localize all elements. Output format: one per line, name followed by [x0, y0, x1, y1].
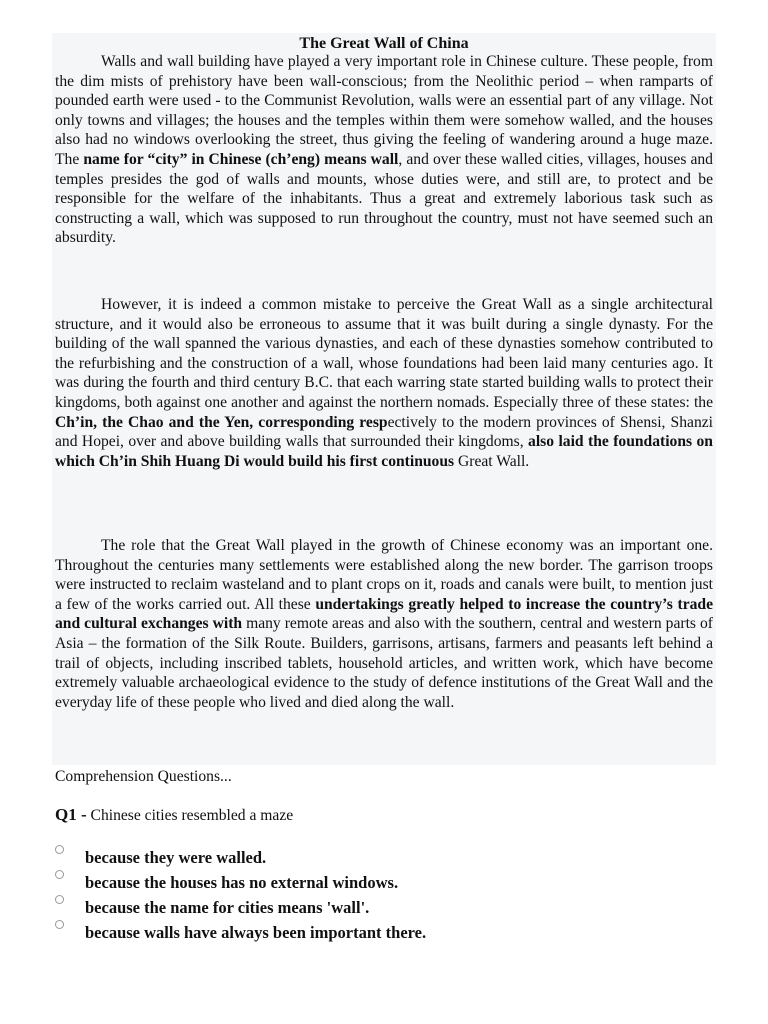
option-label: because the name for cities means 'wall'. [85, 898, 370, 917]
bold-segment: name for “city” in Chinese (ch’eng) means wall [83, 150, 399, 168]
answer-option-4[interactable] [55, 923, 426, 943]
question-1 [55, 805, 293, 826]
radio-button[interactable] [55, 870, 64, 879]
paragraph-2 [55, 295, 713, 471]
questions-heading: Comprehension Questions... [55, 768, 232, 785]
option-label: because they were walled. [85, 848, 267, 867]
document-title: The Great Wall of China [299, 35, 469, 52]
text-segment: , and over these walled cities, villages, houses and temples presides the god of walls and mounts, whose duties were, and still are, to protect and be responsible for the welfare of the inhabitants. Thus a great and extremely laborious task such as constructing a wall, which was supposed to run throughout the country, must not have seemed such an absurdity. [55, 150, 713, 247]
answer-option-3[interactable] [55, 898, 369, 918]
text-segment: The role that the Great Wall played in the growth of Chinese economy was an important one. Throughout the centuries many settlements were established along the new border. The garrison troops were instructed to reclaim wasteland and to plant crops on it, roads and canals were built, to mention just a few of the works carried out. All these [55, 537, 713, 613]
text-segment: many remote areas and also with the southern, central and western parts of Asia – the formation of the Silk Route. Builders, garrisons, artisans, farmers and peasants left behind a trail of objects, including inscribed tablets, household articles, and written work, which have become extremely valuable archaeological evidence to the study of defence institutions of the Great Wall and the everyday life of these people who lived and died along the wall. [55, 615, 713, 711]
question-prompt: Chinese cities resembled a maze [90, 807, 294, 824]
answer-option-1[interactable] [55, 848, 266, 868]
bold-segment: undertakings greatly helped to increase the country’s trade and cultural exchanges with [55, 595, 714, 633]
paragraph-3 [55, 536, 713, 712]
text-segment: Walls and wall building have played a very important role in Chinese culture. These people, from the dim mists of prehistory have been wall-conscious; from the Neolithic period – when ramparts of pounded earth were used - to the Communist Revolution, walls were an essential part of any village. Not only towns and villages; the houses and the temples within them were somehow walled, and the houses also had no windows overlooking the street, thus giving the feeling of wandering around a huge maze. The [55, 53, 713, 168]
answer-option-2[interactable] [55, 873, 398, 893]
option-label: because the houses has no external windows. [85, 873, 399, 892]
paragraph-1 [55, 52, 713, 248]
text-segment: However, it is indeed a common mistake to perceive the Great Wall as a single architectural structure, and it would also be erroneous to assume that it was built during a single dynasty. For the building of the wall spanned the various dynasties, and each of these dynasties somehow contributed to the refurbishing and the construction of a wall, whose foundations had been laid many centuries ago. It was during the fourth and third century B.C. that each warring state started building walls to protect their kingdoms, both against one another and against the northern nomads. Especially three of these states: the [55, 296, 713, 411]
text-segment: Great Wall. [454, 452, 530, 470]
bold-segment: also laid the foundations on which Ch’in Shih Huang Di would build his first continuous [55, 433, 713, 470]
bold-segment: Ch’in, the Chao and the Yen, corresponding resp [55, 413, 388, 431]
radio-button[interactable] [55, 920, 64, 929]
question-number: Q1 - [55, 805, 87, 824]
radio-button[interactable] [55, 895, 64, 904]
radio-button[interactable] [55, 845, 64, 854]
option-label: because walls have always been important there. [85, 923, 427, 942]
text-segment: ectively to the modern provinces of Shensi, Shanzi and Hopei, over and above building walls that surrounded their kingdoms, [55, 413, 713, 451]
